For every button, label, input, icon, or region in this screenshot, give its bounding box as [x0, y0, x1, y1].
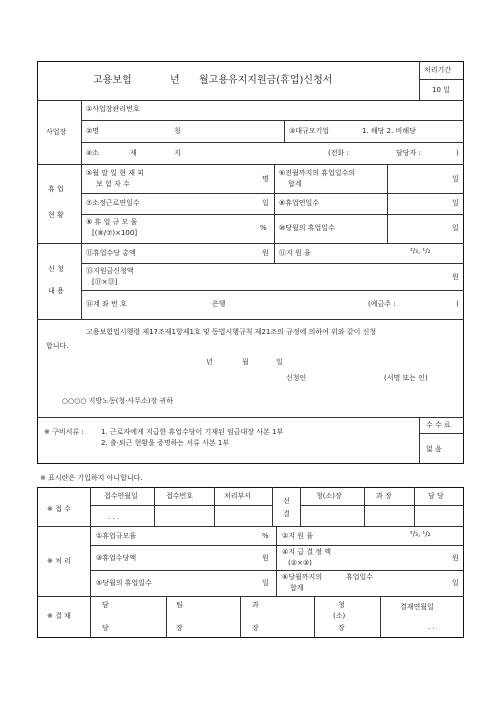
p-unit-won-1: 원	[262, 554, 269, 562]
receipt-date-dots: . . .	[108, 513, 120, 521]
processing-period-value: 10 일	[432, 86, 450, 94]
unit-day-2: 일	[262, 199, 269, 207]
declaration-month: 월	[242, 358, 249, 366]
support-rate-values: ²/₃, ¹/₂	[410, 247, 431, 255]
month-closure-days-label: ⑩당월의 휴업일수	[279, 224, 335, 232]
declaration-day: 일	[276, 358, 283, 366]
employer-name-label: ②명	[86, 127, 100, 135]
employer-section-label: 사업장	[46, 128, 67, 136]
account-holder-label: (예금주 :	[368, 300, 396, 308]
signature-label: (서명 또는 인)	[384, 374, 428, 382]
settle-team-b: 장	[176, 624, 183, 632]
p-prev-days-label-a: ⑥당월까지의	[282, 573, 323, 581]
bank-label: 은행	[212, 300, 226, 308]
unit-day-4: 일	[452, 224, 459, 232]
settle-section-b: 장	[252, 624, 259, 632]
settle-section-a: 과	[252, 601, 259, 609]
large-company-label: ③대규모기업	[289, 127, 330, 135]
prev-closure-days-label-a: ⑥전월까지의 휴업일수의	[279, 169, 356, 177]
office-note: ※ 표시란은 기입하지 아니합니다.	[40, 474, 143, 482]
receipt-date-label: 접수연월일	[104, 492, 138, 500]
addressee: ○○○○ 지방노동(청·사무소)장 귀하	[62, 397, 173, 405]
prev-closure-days-label-b: 합계	[288, 180, 302, 188]
p-decided-amount-label-b: (②×③)	[288, 559, 312, 567]
fee-value: 없 음	[426, 445, 442, 453]
p-unit-day-2: 일	[452, 579, 459, 587]
border-top	[37, 61, 464, 62]
p-allowance-label: ③휴업수당액	[96, 554, 137, 562]
allowance-total-label: ⑪휴업수당 총액	[86, 249, 136, 257]
settle-officer-a: 담	[102, 601, 109, 609]
processing-label: ※ 처 리	[47, 557, 71, 565]
declaration-year: 년	[206, 358, 213, 366]
unit-day-1: 일	[452, 175, 459, 183]
account-no-label: ⑭계 좌 번 호	[86, 300, 127, 308]
attachments-label: ※ 구비서류 :	[44, 428, 84, 436]
attachment-item-1: 1. 근로자에게 지급한 휴업수당이 기재된 임금대장 사본 1부	[101, 428, 284, 436]
contact-label: 담당자 :	[396, 149, 421, 157]
settle-date-label: 결재연월일	[400, 603, 434, 611]
large-company-options: 1. 해당 2. 비해당	[362, 127, 416, 135]
form-title-year: 년	[170, 75, 180, 86]
settle-head-a: 청	[338, 601, 345, 609]
employer-reg-no-label: ①사업장관리번호	[86, 105, 140, 113]
border-left	[37, 61, 38, 464]
application-section-label-a: 신 청	[48, 265, 64, 273]
location-label: ④소	[86, 149, 100, 157]
application-section-label-b: 내 용	[48, 287, 64, 295]
settlement-label: ※ 결 재	[47, 612, 71, 620]
settle-head-c: 장	[338, 624, 345, 632]
unit-won-1: 원	[262, 249, 269, 257]
employer-name-label-2: 칭	[174, 127, 181, 135]
border-bottom	[37, 463, 464, 464]
processing-dept-label: 처리부서	[224, 492, 252, 500]
application-amount-label-b: [⑪×⑬]	[92, 278, 118, 286]
attachment-item-2: 2. 출·퇴근 현황을 증명하는 서류 사본 1부	[101, 439, 230, 447]
head-label: 청(소)장	[316, 492, 342, 500]
processing-period-label: 처리기간	[424, 66, 452, 74]
p-closure-scale-label: ①휴업규모율	[96, 532, 137, 540]
p-decided-amount-label-a: ④지 급 결 정 액	[282, 548, 331, 556]
closure-section-label-b: 현 황	[48, 211, 64, 219]
closure-scale-label-b: [(⑧/⑦)×100]	[92, 229, 138, 237]
section-chief-label: 과 장	[376, 492, 392, 500]
application-amount-label-a: ⑬지원금신청액	[86, 267, 134, 275]
settle-date-dots: . .	[428, 623, 435, 631]
phone-label: (전화 :	[328, 149, 349, 157]
p-support-rate-values: ²/₃, ¹/₂	[410, 530, 431, 538]
receipt-label: ※ 접 수	[47, 505, 71, 513]
unit-won-2: 원	[452, 273, 459, 281]
p-unit-percent: %	[262, 532, 269, 540]
prescribed-days-label: ⑦소정근로연일수	[86, 199, 140, 207]
p-prev-days-label-b: 휴업일수	[346, 573, 374, 581]
unit-percent: %	[260, 224, 267, 232]
contact-end: )	[456, 149, 459, 157]
settle-team-a: 팀	[176, 601, 183, 609]
declaration-text-b: 합니다.	[46, 342, 69, 350]
closure-total-days-label: ⑧휴업연일수	[279, 199, 320, 207]
insured-workers-label-b: 보 험 자 수	[96, 180, 130, 188]
declaration-text-a: 고용보험법시행령 제17조제1항제1호 및 동법시행규칙 제21조의 규정에 의하여 위와 같이 신청	[86, 328, 377, 336]
support-rate-label: ⑪지 원 율	[279, 249, 311, 257]
location-label-3: 지	[174, 149, 181, 157]
receipt-no-label: 접수번호	[166, 492, 194, 500]
p-prev-days-label-c: 합계	[290, 584, 304, 592]
fee-label: 수 수 료	[426, 421, 451, 429]
p-unit-won-2: 원	[452, 554, 459, 562]
unit-day-3: 일	[452, 199, 459, 207]
p-unit-day-1: 일	[262, 579, 269, 587]
unit-people: 명	[262, 175, 269, 183]
settle-officer-b: 당	[102, 624, 109, 632]
location-label-2: 재	[130, 149, 137, 157]
account-holder-end: )	[456, 300, 459, 308]
form-title-part1: 고용보험	[93, 75, 132, 86]
insured-workers-label-a: ⑤월 말 일 현 재 피	[86, 169, 144, 177]
approval-label-a: 선	[283, 497, 290, 505]
p-support-rate-label: ②지 원 율	[282, 532, 314, 540]
closure-scale-label-a: ⑧ 휴 업 규 모 율	[86, 218, 138, 226]
p-month-days-label: ⑤당월의 휴업일수	[96, 579, 152, 587]
settle-head-b: (소)	[333, 612, 346, 620]
form-title-part2: 월고용유지지원금(휴업)신청서	[199, 75, 333, 86]
applicant-label: 신청인	[286, 374, 307, 382]
officer-label: 담 당	[428, 492, 444, 500]
closure-section-label-a: 휴 업	[48, 185, 64, 193]
approval-label-b: 결	[283, 510, 290, 518]
